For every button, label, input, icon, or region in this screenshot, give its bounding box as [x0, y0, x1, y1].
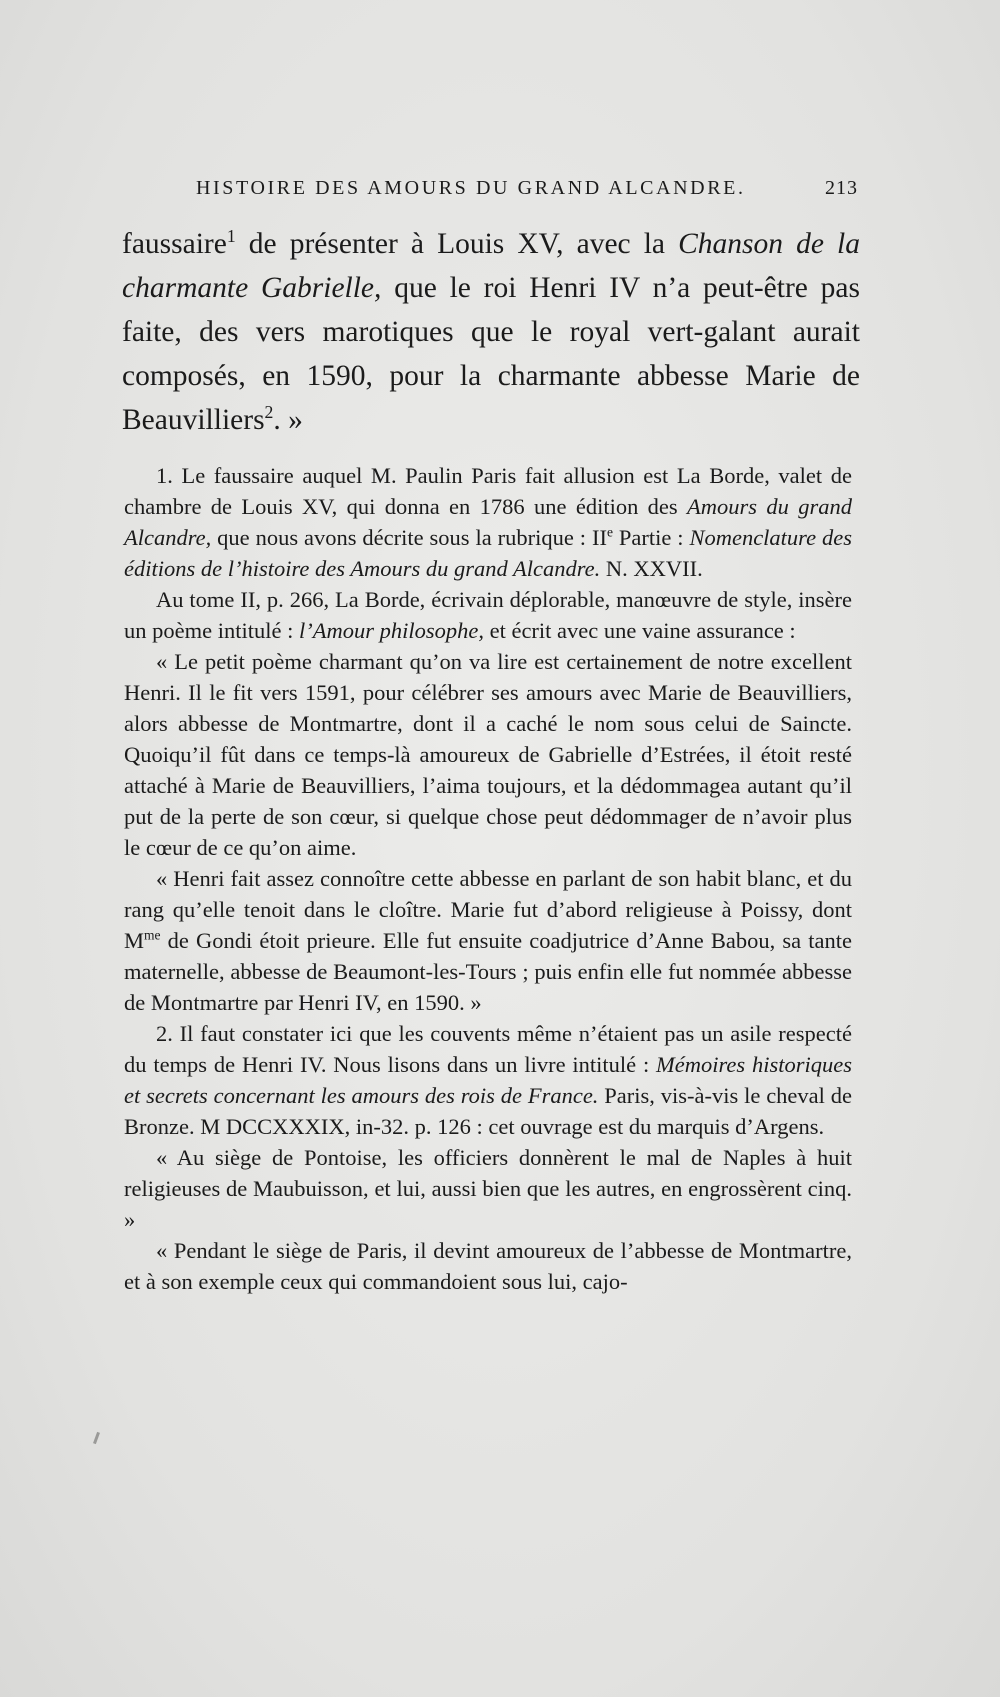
note-text: 1. Le faussaire auquel M. Paulin Paris fait allusion est La Borde, valet de chambre de Louis XV, qui donna en 1786 une édition des [124, 463, 852, 519]
main-text-run: . » [273, 404, 303, 436]
note-superscript: e [606, 524, 613, 540]
main-text-run: que le roi Henri IV n’a peut-être pas faite, des vers marotiques que le royal vert-galant aurait composés, en 1590, pour la charmante abbesse Marie de Beauvilliers [122, 272, 860, 436]
note-text: « Henri fait assez connoître cette abbesse en parlant de son habit blanc, et du rang qu’elle tenoit dans le cloître. Marie fut d’abord religieuse à Poissy, dont M [124, 866, 852, 953]
note-italic: l’Amour philosophe, [298, 618, 484, 643]
page-header [196, 177, 858, 200]
note-text: que nous avons décrite sous la rubrique : II [211, 525, 607, 550]
note-text: 2. Il faut constater ici que les couvents même n’étaient pas un asile respecté du temps de Henri IV. Nous lisons dans un livre intitulé : [124, 1021, 852, 1077]
note-text: de Gondi étoit prieure. Elle fut ensuite coadjutrice d’Anne Babou, sa tante maternelle, abbesse de Beaumont-les-Tours ; puis enfin elle fut nommée abbesse de Montmartre par Henri IV, en 1590. » [124, 928, 852, 1015]
note-quote: « Le petit poème charmant qu’on va lire est certainement de notre excellent Henri. Il le fit vers 1591, pour célébrer ses amours avec Marie de Beauvilliers, alors abbesse de Montmartre, dont il a caché le nom sous celui de Saincte. Quoiqu’il fût dans ce temps-là amoureux de Gabrielle d’Estrées, il étoit resté attaché à Marie de Beauvilliers, l’aima toujours, et la dédommagea autant qu’il put de la perte de son cœur, si quelque chose peut dédommager de n’avoir plus le cœur de ce qu’on aime. [124, 649, 852, 860]
note-quote: « Pendant le siège de Paris, il devint amoureux de l’abbesse de Montmartre, et à son exemple ceux qui commandoient sous lui, cajo- [124, 1238, 852, 1294]
page-number: 213 [825, 177, 858, 199]
note-italic: Mémoires historiques et secrets concernant les amours des rois de France. [124, 1052, 853, 1108]
note-quote [124, 863, 852, 1018]
note-text: N. XXVII. [600, 556, 703, 581]
note-paragraph [124, 584, 852, 646]
footnote-1 [124, 460, 852, 584]
footnote-2 [124, 1018, 852, 1142]
note-italic: Nomenclature des éditions de l’histoire des Amours du grand Alcandre. [124, 525, 853, 581]
paper-speck [93, 1432, 100, 1444]
main-text-run: de présenter à Louis XV, avec la [235, 228, 679, 260]
footnote-ref-2: 2 [264, 402, 274, 423]
note-text: et écrit avec une vaine assurance : [483, 618, 796, 643]
main-text [122, 222, 860, 442]
main-paragraph [122, 222, 860, 442]
footnotes [124, 460, 852, 1297]
note-italic: Amours du grand Alcandre, [124, 494, 853, 550]
song-title: Chanson de la charmante Gabrielle, [122, 228, 860, 304]
note-text: Partie : [612, 525, 690, 550]
note-text: Paris, vis-à-vis le cheval de Bronze. M DCCXXXIX, in-32. p. 126 : cet ouvrage est du marquis d’Argens. [124, 1083, 852, 1139]
footnote-ref-1: 1 [226, 226, 236, 247]
note-quote: « Au siège de Pontoise, les officiers donnèrent le mal de Naples à huit religieuses de Maubuisson, et lui, aussi bien que les autres, en engrossèrent cinq. » [124, 1145, 852, 1232]
running-title: HISTOIRE DES AMOURS DU GRAND ALCANDRE. [196, 177, 746, 199]
note-text: Au tome II, p. 266, La Borde, écrivain déplorable, manœuvre de style, insère un poème intitulé : [124, 587, 852, 643]
main-text-run: faussaire [122, 228, 227, 260]
note-superscript: me [144, 927, 161, 943]
